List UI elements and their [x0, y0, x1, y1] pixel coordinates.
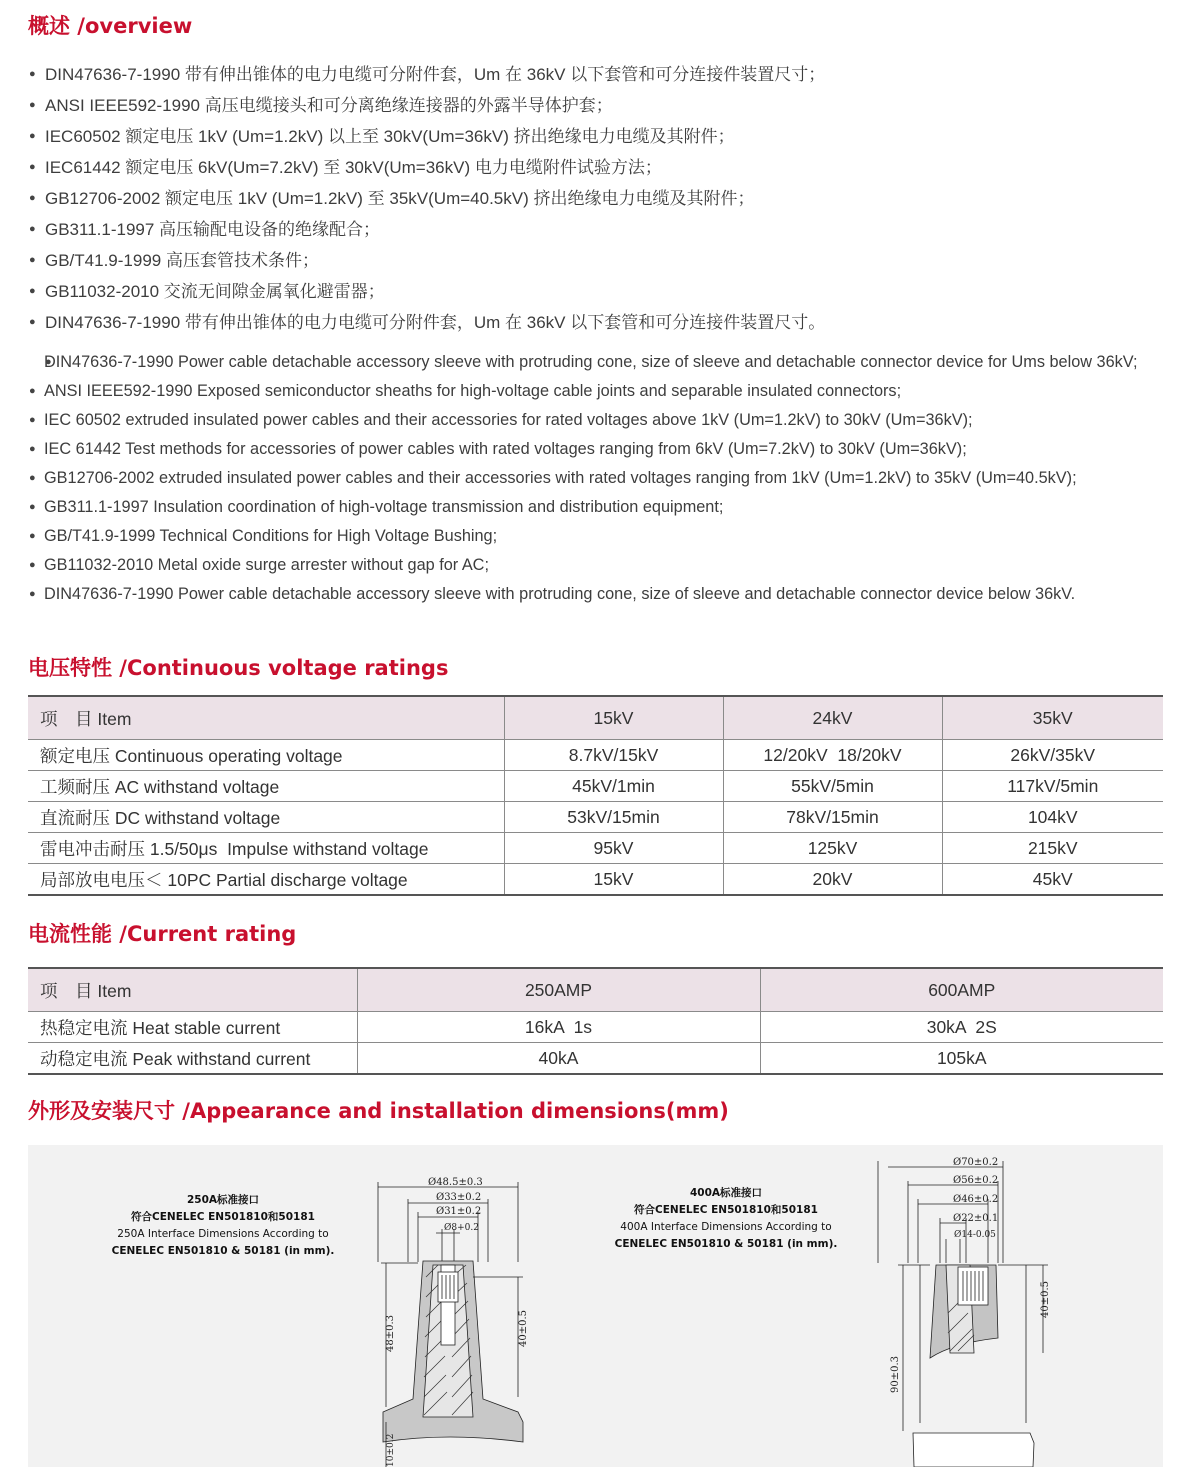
table-row [28, 740, 1163, 771]
table-row [28, 802, 1163, 833]
400a-interface-drawing [858, 1153, 1058, 1467]
list-item: ● GB11032-2010 交流无间隙金属氧化避雷器； [28, 276, 1168, 307]
table-cell: 26kV/35kV [942, 740, 1163, 771]
table-cell: 215kV [942, 833, 1163, 864]
voltage-title: 电压特性 /Continuous voltage ratings [28, 656, 449, 680]
column-header: 600AMP [760, 968, 1163, 1012]
table-cell: 78kV/15min [723, 802, 942, 833]
table-cell: 工频耐压 AC withstand voltage [28, 771, 504, 802]
caption-line: 符合CENELEC EN501810和50181 [131, 1211, 315, 1223]
table-row [28, 771, 1163, 802]
dimension-label: 40±0.5 [1040, 1280, 1051, 1318]
table-cell: 104kV [942, 802, 1163, 833]
caption-line: 400A标准接口 [689, 1187, 763, 1199]
table-cell: 125kV [723, 833, 942, 864]
table-row [28, 1012, 1163, 1043]
list-item: ● ANSI IEEE592-1990 高压电缆接头和可分离绝缘连接器的外露半导体护套； [28, 90, 1168, 121]
table-header-row [28, 968, 1163, 1012]
table-header-row [28, 696, 1163, 740]
dimension-label: Ø48.5±0.3 [428, 1177, 483, 1188]
table-cell: 12/20kV 18/20kV [723, 740, 942, 771]
right-drawing-caption [606, 1185, 846, 1253]
column-header: 项 目 Item [28, 968, 357, 1012]
dimension-label: Ø70±0.2 [953, 1157, 999, 1168]
left-drawing-caption [108, 1192, 338, 1260]
table-cell: 直流耐压 DC withstand voltage [28, 802, 504, 833]
voltage-ratings-table [28, 695, 1163, 896]
table-cell: 105kA [760, 1043, 1163, 1075]
dimension-label: 48±0.3 [385, 1314, 396, 1352]
table-cell: 45kV [942, 864, 1163, 896]
column-header: 项 目 Item [28, 696, 504, 740]
table-cell: 20kV [723, 864, 942, 896]
list-item: ● DIN47636-7-1990 带有伸出锥体的电力电缆可分附件套，Um 在 36kV 以下套管和可分连接件装置尺寸； [28, 59, 1168, 90]
list-item: ● DIN47636-7-1990 带有伸出锥体的电力电缆可分附件套，Um 在 36kV 以下套管和可分连接件装置尺寸。 [28, 307, 1168, 338]
table-cell: 95kV [504, 833, 723, 864]
table-cell: 16kA 1s [357, 1012, 760, 1043]
list-item: ● IEC61442 额定电压 6kV(Um=7.2kV) 至 30kV(Um=36kV) 电力电缆附件试验方法； [28, 152, 1168, 183]
overview-en-list [28, 348, 1168, 609]
list-item: ● IEC 60502 extruded insulated power cables and their accessories for rated voltages above 1kV (Um=1.2kV) to 30kV (Um=36kV); [28, 406, 1168, 435]
table-cell: 额定电压 Continuous operating voltage [28, 740, 504, 771]
table-cell: 15kV [504, 864, 723, 896]
caption-line: CENELEC EN501810 & 50181 (in mm). [111, 1245, 335, 1257]
dimension-label: 40±0.5 [518, 1309, 529, 1347]
dimension-label: 90±0.3 [890, 1355, 901, 1393]
overview-cn-list [28, 59, 1168, 338]
dimension-label: Ø14-0.05 [954, 1230, 996, 1240]
list-item: ● GB311.1-1997 Insulation coordination of high-voltage transmission and distribution equipment; [28, 493, 1168, 522]
dimension-label: Ø56±0.2 [953, 1175, 999, 1186]
caption-line: 400A Interface Dimensions According to [620, 1221, 832, 1233]
list-item: ● IEC60502 额定电压 1kV (Um=1.2kV) 以上至 30kV(Um=36kV) 挤出绝缘电力电缆及其附件； [28, 121, 1168, 152]
table-row [28, 864, 1163, 896]
list-item: ● GB12706-2002 额定电压 1kV (Um=1.2kV) 至 35kV(Um=40.5kV) 挤出绝缘电力电缆及其附件； [28, 183, 1168, 214]
list-item: ● DIN47636-7-1990 Power cable detachable accessory sleeve with protruding cone, size of sleeve and detachable connector device below 36kV. [28, 580, 1168, 609]
table-cell: 8.7kV/15kV [504, 740, 723, 771]
table-cell: 40kA [357, 1043, 760, 1075]
caption-line: 250A标准接口 [186, 1194, 260, 1206]
list-item: ● DIN47636-7-1990 Power cable detachable accessory sleeve with protruding cone, size of sleeve and detachable connector device for Ums below 36kV; [28, 348, 1168, 377]
table-cell: 热稳定电流 Heat stable current [28, 1012, 357, 1043]
table-cell: 雷电冲击耐压 1.5/50μs Impulse withstand voltage [28, 833, 504, 864]
table-cell: 45kV/1min [504, 771, 723, 802]
caption-line: 250A Interface Dimensions According to [117, 1228, 329, 1240]
table-cell: 局部放电电压＜ 10PC Partial discharge voltage [28, 864, 504, 896]
column-header: 35kV [942, 696, 1163, 740]
table-row [28, 833, 1163, 864]
table-cell: 动稳定电流 Peak withstand current [28, 1043, 357, 1075]
dimension-label: Ø33±0.2 [436, 1192, 482, 1203]
column-header: 24kV [723, 696, 942, 740]
table-cell: 117kV/5min [942, 771, 1163, 802]
column-header: 15kV [504, 696, 723, 740]
table-cell: 53kV/15min [504, 802, 723, 833]
table-cell: 30kA 2S [760, 1012, 1163, 1043]
dimension-label: 10±0.2 [386, 1433, 396, 1467]
250a-interface-drawing [348, 1167, 548, 1467]
list-item: ● GB12706-2002 extruded insulated power cables and their accessories with rated voltages ranging from 1kV (Um=1.2kV) to 35kV (Um=40.5kV); [28, 464, 1168, 493]
dimension-drawings-panel [28, 1145, 1163, 1467]
list-item: ● GB/T41.9-1999 高压套管技术条件； [28, 245, 1168, 276]
table-cell: 55kV/5min [723, 771, 942, 802]
current-rating-table [28, 967, 1163, 1075]
table-row [28, 1043, 1163, 1075]
column-header: 250AMP [357, 968, 760, 1012]
overview-title: 概述 /overview [28, 14, 193, 38]
dimension-label: Ø22±0.1 [953, 1213, 999, 1224]
dimensions-title: 外形及安装尺寸 /Appearance and installation dimensions(mm) [28, 1099, 729, 1123]
dimension-label: Ø8+0.2 [444, 1223, 479, 1233]
caption-line: CENELEC EN501810 & 50181 (in mm). [614, 1238, 838, 1250]
dimension-label: Ø46±0.2 [953, 1194, 999, 1205]
list-item: ● ANSI IEEE592-1990 Exposed semiconductor sheaths for high-voltage cable joints and separable insulated connectors; [28, 377, 1168, 406]
list-item: ● GB/T41.9-1999 Technical Conditions for High Voltage Bushing; [28, 522, 1168, 551]
current-title: 电流性能 /Current rating [28, 922, 297, 946]
dimension-label: Ø31±0.2 [436, 1206, 482, 1217]
list-item: ● GB311.1-1997 高压输配电设备的绝缘配合； [28, 214, 1168, 245]
list-item: ● GB11032-2010 Metal oxide surge arrester without gap for AC; [28, 551, 1168, 580]
caption-line: 符合CENELEC EN501810和50181 [634, 1204, 818, 1216]
list-item: ● IEC 61442 Test methods for accessories of power cables with rated voltages ranging from 6kV (Um=7.2kV) to 30kV (Um=36kV); [28, 435, 1168, 464]
